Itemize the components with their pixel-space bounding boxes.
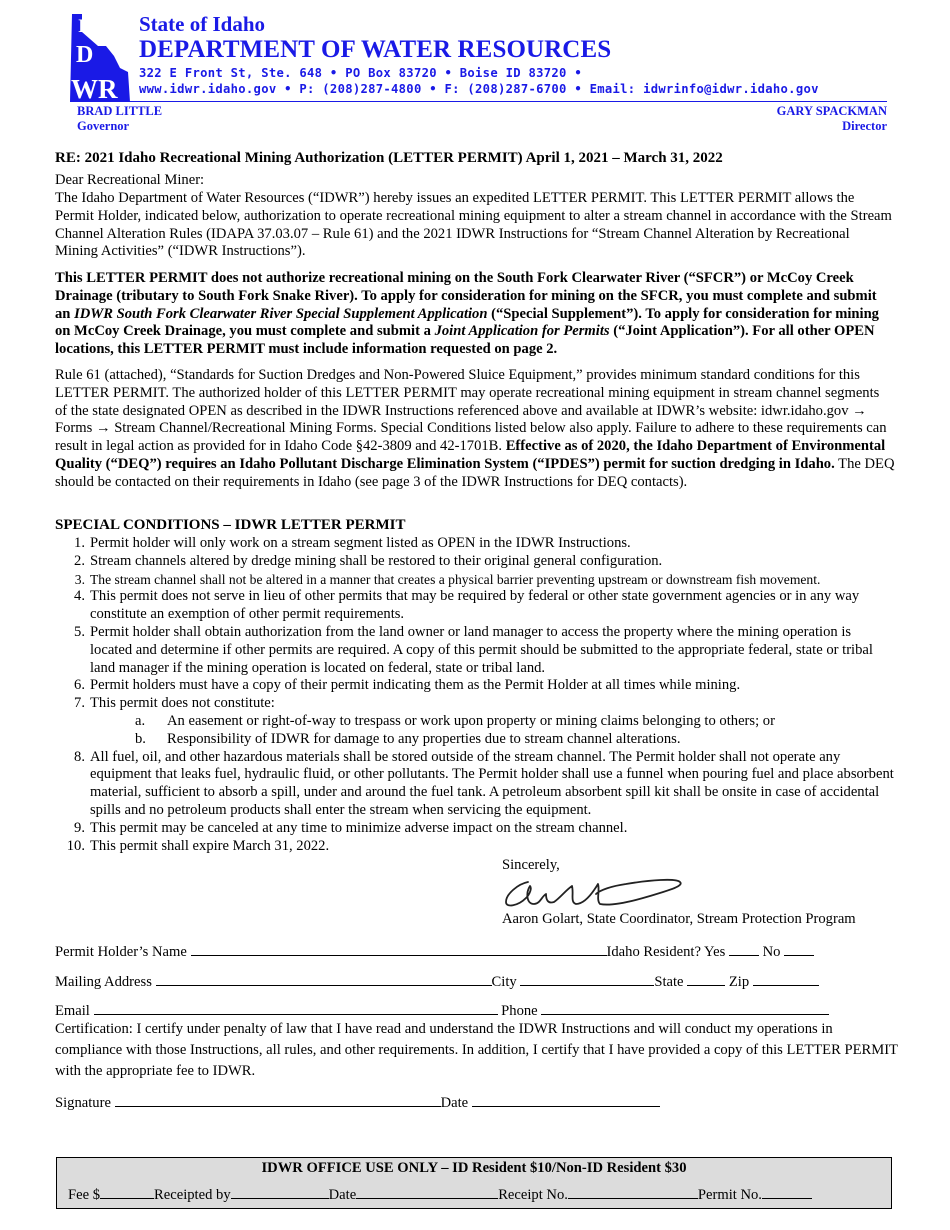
mailing-address-label: Mailing Address [55, 974, 152, 990]
resident-no-field[interactable] [784, 941, 814, 956]
condition-item: 5. Permit holder shall obtain authorization from the land owner or land manager to access the property where the mining operation is located and determine if other permits are required. A copy of this permit should be submitted to the appropriate federal, state or tribal land manager if the mining operation is located on federal, state or tribal land. [74, 623, 873, 676]
phone-field[interactable] [541, 1000, 829, 1015]
header-state: State of Idaho [139, 12, 266, 36]
logo-letters-wr: WR [71, 74, 118, 104]
header-contact: www.idwr.idaho.gov • P: (208)287-4800 • F: (208)287-6700 • Email: idwrinfo@idwr.idaho.gov [139, 82, 819, 96]
office-use-box [56, 1157, 892, 1209]
receipted-by-field[interactable] [231, 1185, 329, 1199]
special-conditions-heading: SPECIAL CONDITIONS – IDWR LETTER PERMIT [55, 517, 406, 533]
email-field[interactable] [94, 1000, 498, 1015]
condition-item: 6. Permit holders must have a copy of their permit indicating them as the Permit Holder at all times while mining. [74, 677, 741, 694]
resident-label: Idaho Resident? Yes [606, 944, 726, 960]
joint-application-title: Joint Application for Permits [434, 323, 610, 340]
certification-statement: Certification: I certify under penalty of law that I have read and understand the IDWR Instructions and will conduct my operations in compliance with those Instructions, all rules, and other requirements. In addition, I certify that I have provided a copy of this LETTER PERMIT with the appropriate fee to IDWR. [55, 1021, 898, 1079]
mailing-row [55, 971, 819, 992]
mailing-address-field[interactable] [156, 971, 492, 986]
holder-name-label: Permit Holder’s Name [55, 944, 187, 960]
office-date-field[interactable] [356, 1185, 498, 1199]
closing: Sincerely, [502, 857, 560, 873]
resident-no-label: No [762, 944, 781, 960]
condition-item: 8. All fuel, oil, and other hazardous materials shall be stored outside of the stream channel. The Permit holder shall not operate any equipment that leaks fuel, hydraulic fluid, or other pollutants. The Permit holder shall use a funnel when pouring fuel and place absorbent material, sufficient to absorb a spill, under and around the fuel tank. A petroleum absorbent spill kit shall be onsite in case of accidental spills and no petroleum products shall enter the stream when servicing the equipment. [74, 748, 894, 818]
condition-item: 3. The stream channel shall not be altered in a manner that creates a physical barrier preventing upstream or downstream fish movement. [74, 571, 821, 587]
fee-field[interactable] [100, 1185, 154, 1199]
office-date-label: Date [328, 1187, 357, 1203]
governor-block [77, 104, 162, 134]
condition-item: 10. This permit shall expire March 31, 2022. [66, 837, 330, 854]
handwritten-signature [500, 874, 690, 910]
paragraph-intro: The Idaho Department of Water Resources (“IDWR”) hereby issues an expedited LETTER PERMIT. This LETTER PERMIT allows the Permit Holder, indicated below, authorization to operate recreational mining equipment to alter a stream channel in accordance with the Stream Channel Alteration Rules (IDAPA 37.03.07 – Rule 61) and the 2021 IDWR Instructions for “Stream Channel Alteration by Recreational Mining Activities” (“IDWR Instructions”). [55, 190, 892, 260]
date-field[interactable] [472, 1092, 660, 1107]
email-row [55, 1000, 829, 1021]
zip-field[interactable] [753, 971, 819, 986]
signature-label: Signature [55, 1095, 111, 1111]
permit-no-label: Permit No. [697, 1187, 762, 1203]
signature-row [55, 1092, 660, 1113]
deq-requirement: Effective as of 2020, the Idaho Department of Environmental Quality (“DEQ”) requires an Idaho Pollutant Discharge Elimination System (“IPDES”) permit for suction dredging in Idaho. [55, 438, 886, 472]
special-supplement-title: IDWR South Fork Clearwater River Special Supplement Application [74, 305, 488, 322]
city-label: City [491, 974, 517, 990]
condition-item: 7. This permit does not constitute: [74, 695, 275, 712]
governor-name: BRAD LITTLE [77, 104, 163, 118]
receipted-by-label: Receipted by [154, 1187, 231, 1203]
date-label: Date [440, 1095, 469, 1111]
office-use-title: IDWR OFFICE USE ONLY – ID Resident $10/Non-ID Resident $30 [261, 1160, 687, 1176]
holder-name-row [55, 941, 814, 962]
condition-item: 4. This permit does not serve in lieu of other permits that may be required by federal or other state government agencies or in any way constitute an exemption of other permit requirements. [74, 588, 860, 623]
signer-name: Aaron Golart, State Coordinator, Stream Protection Program [502, 911, 856, 927]
condition-subitem-group [55, 713, 895, 749]
condition-item: 2. Stream channels altered by dredge mining shall be restored to their original general configuration. [74, 552, 663, 569]
office-use-row [68, 1185, 812, 1205]
paragraph-restrictions: This LETTER PERMIT does not authorize recreational mining on the South Fork Clearwater River (“SFCR”) or McCoy Creek Drainage (tributary to South Fork Snake River). To apply for consideration for mining on the SFCR, you must complete and submit an IDWR South Fork Clearwater River Special Supplement Application (“Special Supplement”). To apply for consideration for mining on McCoy Creek Drainage, you must complete and submit a Joint Application for Permits (“Joint Application”). For all other OPEN locations, this LETTER PERMIT must include information requested on page 2. [55, 270, 879, 358]
director-title: Director [842, 119, 887, 133]
logo-letter-i: I [78, 16, 86, 37]
holder-name-field[interactable] [191, 941, 607, 956]
header-rule [75, 101, 887, 102]
state-label: State [654, 974, 684, 990]
idwr-logo [68, 12, 132, 104]
permit-no-field[interactable] [762, 1185, 812, 1199]
governor-title: Governor [77, 119, 130, 133]
director-name: GARY SPACKMAN [776, 104, 887, 118]
condition-subitem: b. Responsibility of IDWR for damage to any properties due to stream channel alterations. [135, 730, 681, 747]
phone-label: Phone [501, 1003, 538, 1019]
email-label: Email [55, 1003, 90, 1019]
header-department: DEPARTMENT OF WATER RESOURCES [139, 36, 612, 63]
signature-field[interactable] [115, 1092, 441, 1107]
state-field[interactable] [687, 971, 725, 986]
paragraph-rule61: Rule 61 (attached), “Standards for Suction Dredges and Non-Powered Sluice Equipment,” provides minimum standard conditions for this LETTER PERMIT. The authorized holder of this LETTER PERMIT may operate recreational mining equipment in stream channel segments of the state designated OPEN as described in the IDWR Instructions referenced above and available at IDWR’s website: idwr.idaho.gov → Forms → Stream Channel/Recreational Mining Forms. Special Conditions listed below also apply. Failure to adhere to these requirements can result in legal action as provided for in Idaho Code §42-3809 and 42-1701B. Effective as of 2020, the Idaho Department of Environmental Quality (“DEQ”) requires an Idaho Pollutant Discharge Elimination System (“IPDES”) permit for suction dredging in Idaho. The DEQ should be contacted on their requirements in Idaho (see page 3 of the IDWR Instructions for DEQ contacts). [55, 367, 895, 490]
header-address: 322 E Front St, Ste. 648 • PO Box 83720 • Boise ID 83720 • [139, 66, 582, 80]
salutation: Dear Recreational Miner: [55, 172, 205, 188]
receipt-no-label: Receipt No. [498, 1187, 568, 1203]
resident-yes-field[interactable] [729, 941, 759, 956]
condition-item: 9. This permit may be canceled at any time to minimize adverse impact on the stream channel. [74, 819, 628, 836]
re-line: RE: 2021 Idaho Recreational Mining Authorization (LETTER PERMIT) April 1, 2021 – March 31, 2022 [55, 150, 723, 166]
fee-label: Fee $ [68, 1187, 101, 1203]
special-conditions-list [55, 535, 895, 855]
logo-letter-d: D [76, 42, 94, 68]
receipt-no-field[interactable] [568, 1185, 698, 1199]
zip-label: Zip [728, 974, 750, 990]
director-block [777, 104, 887, 134]
condition-subitem: a. An easement or right-of-way to trespass or work upon property or mining claims belonging to others; or [135, 712, 775, 729]
city-field[interactable] [520, 971, 654, 986]
condition-item: 1. Permit holder will only work on a stream segment listed as OPEN in the IDWR Instructions. [74, 535, 631, 551]
